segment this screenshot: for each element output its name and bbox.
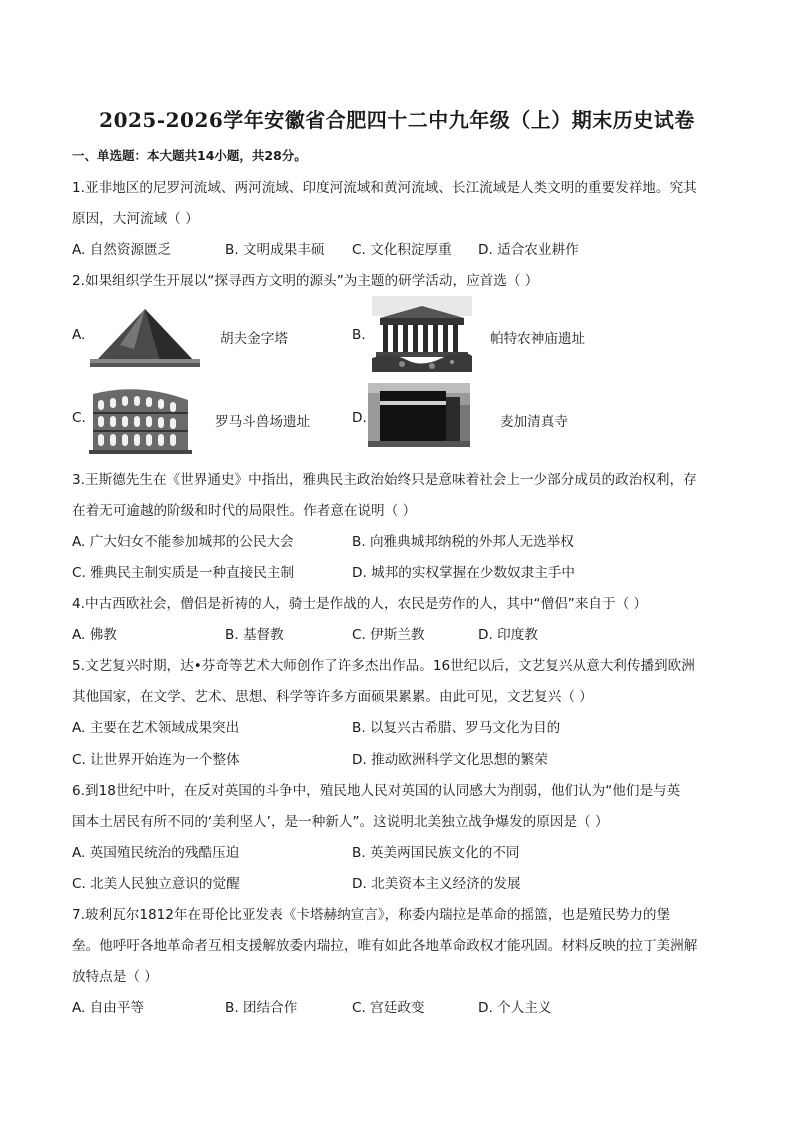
exam-title: 2025-2026学年安徽省合肥四十二中九年级（上）期末历史试卷 [99,108,695,132]
q5-option-c[interactable]: C. 让世界开始连为一个整体 [72,752,240,768]
q6-option-b[interactable]: B. 英美两国民族文化的不同 [352,845,520,861]
q4-option-d[interactable]: D. 印度教 [478,627,538,643]
q3-option-d[interactable]: D. 城邦的实权掌握在少数奴隶主手中 [352,565,576,581]
q1-option-c[interactable]: C. 文化积淀厚重 [352,242,452,258]
q4-option-b[interactable]: B. 基督教 [225,627,284,643]
q3-option-c[interactable]: C. 雅典民主制实质是一种直接民主制 [72,565,295,581]
q7-option-d[interactable]: D. 个人主义 [478,1000,552,1016]
q2-option-b-caption: 帕特农神庙遗址 [490,331,586,347]
q2-option-c-letter[interactable]: C. [72,410,86,426]
q5-option-b[interactable]: B. 以复兴古希腊、罗马文化为目的 [352,720,561,736]
q7-line-1: 7.玻利瓦尔1812年在哥伦比亚发表《卡塔赫纳宣言》，称委内瑞拉是革命的摇篮，也是殖民势力的堡 [72,907,671,923]
q4-line-1: 4.中古西欧社会，僧侣是祈祷的人，骑士是作战的人，农民是劳作的人，其中“僧侣”来自于（ ） [72,596,648,612]
q6-option-c[interactable]: C. 北美人民独立意识的觉醒 [72,876,240,892]
q5-line-2: 其他国家，在文学、艺术、思想、科学等许多方面硕果累累。由此可见，文艺复兴（ ） [72,689,593,705]
q5-line-1: 5.文艺复兴时期，达•芬奇等艺术大师创作了许多杰出作品。16世纪以后，文艺复兴从意大利传播到欧洲 [72,658,695,674]
pyramid-photo-icon[interactable] [90,305,200,367]
colosseum-photo-icon[interactable] [89,380,192,454]
q7-line-3: 放特点是（ ） [72,969,158,985]
q3-option-a[interactable]: A. 广大妇女不能参加城邦的公民大会 [72,534,294,550]
q5-option-d[interactable]: D. 推动欧洲科学文化思想的繁荣 [352,752,548,768]
q6-option-a[interactable]: A. 英国殖民统治的残酷压迫 [72,845,240,861]
q1-option-a[interactable]: A. 自然资源匮乏 [72,242,172,258]
kaaba-photo-icon[interactable] [368,383,470,447]
q1-line-2: 原因，大河流域（ ） [72,211,199,227]
q2-option-a-caption: 胡夫金字塔 [220,331,288,347]
q1-option-d[interactable]: D. 适合农业耕作 [478,242,579,258]
q2-option-b-letter[interactable]: B. [352,327,366,343]
q6-line-2: 国本土居民有所不同的‘美利坚人’，是一种新人”。这说明北美独立战争爆发的原因是（ ） [72,814,609,830]
section-heading: 一、单选题：本大题共14小题，共28分。 [72,148,307,163]
q3-line-1: 3.王斯德先生在《世界通史》中指出，雅典民主政治始终只是意味着社会上一少部分成员的政治权利，存 [72,472,697,488]
q1-option-b[interactable]: B. 文明成果丰硕 [225,242,325,258]
q1-line-1: 1.亚非地区的尼罗河流域、两河流域、印度河流域和黄河流域、长江流域是人类文明的重要发祥地。究其 [72,180,697,196]
q7-option-b[interactable]: B. 团结合作 [225,1000,298,1016]
q5-option-a[interactable]: A. 主要在艺术领域成果突出 [72,720,240,736]
q2-option-a-letter[interactable]: A. [72,327,86,343]
parthenon-photo-icon[interactable] [372,296,472,372]
q2-line-1: 2.如果组织学生开展以“探寻西方文明的源头”为主题的研学活动，应首选（ ） [72,273,539,289]
q4-option-a[interactable]: A. 佛教 [72,627,117,643]
q4-option-c[interactable]: C. 伊斯兰教 [352,627,425,643]
q7-option-a[interactable]: A. 自由平等 [72,1000,145,1016]
q2-option-d-caption: 麦加清真寺 [500,414,568,430]
q6-line-1: 6.到18世纪中叶，在反对英国的斗争中，殖民地人民对英国的认同感大为削弱，他们认为“他们是与英 [72,783,681,799]
q3-line-2: 在着无可逾越的阶级和时代的局限性。作者意在说明（ ） [72,503,417,519]
q2-option-c-caption: 罗马斗兽场遗址 [215,414,311,430]
q2-option-d-letter[interactable]: D. [352,410,367,426]
q3-option-b[interactable]: B. 向雅典城邦纳税的外邦人无选举权 [352,534,574,550]
q6-option-d[interactable]: D. 北美资本主义经济的发展 [352,876,521,892]
q7-option-c[interactable]: C. 宫廷政变 [352,1000,425,1016]
q7-line-2: 垒。他呼吁各地革命者互相支援解放委内瑞拉，唯有如此各地革命政权才能巩固。材料反映的拉丁美洲解 [72,938,698,954]
